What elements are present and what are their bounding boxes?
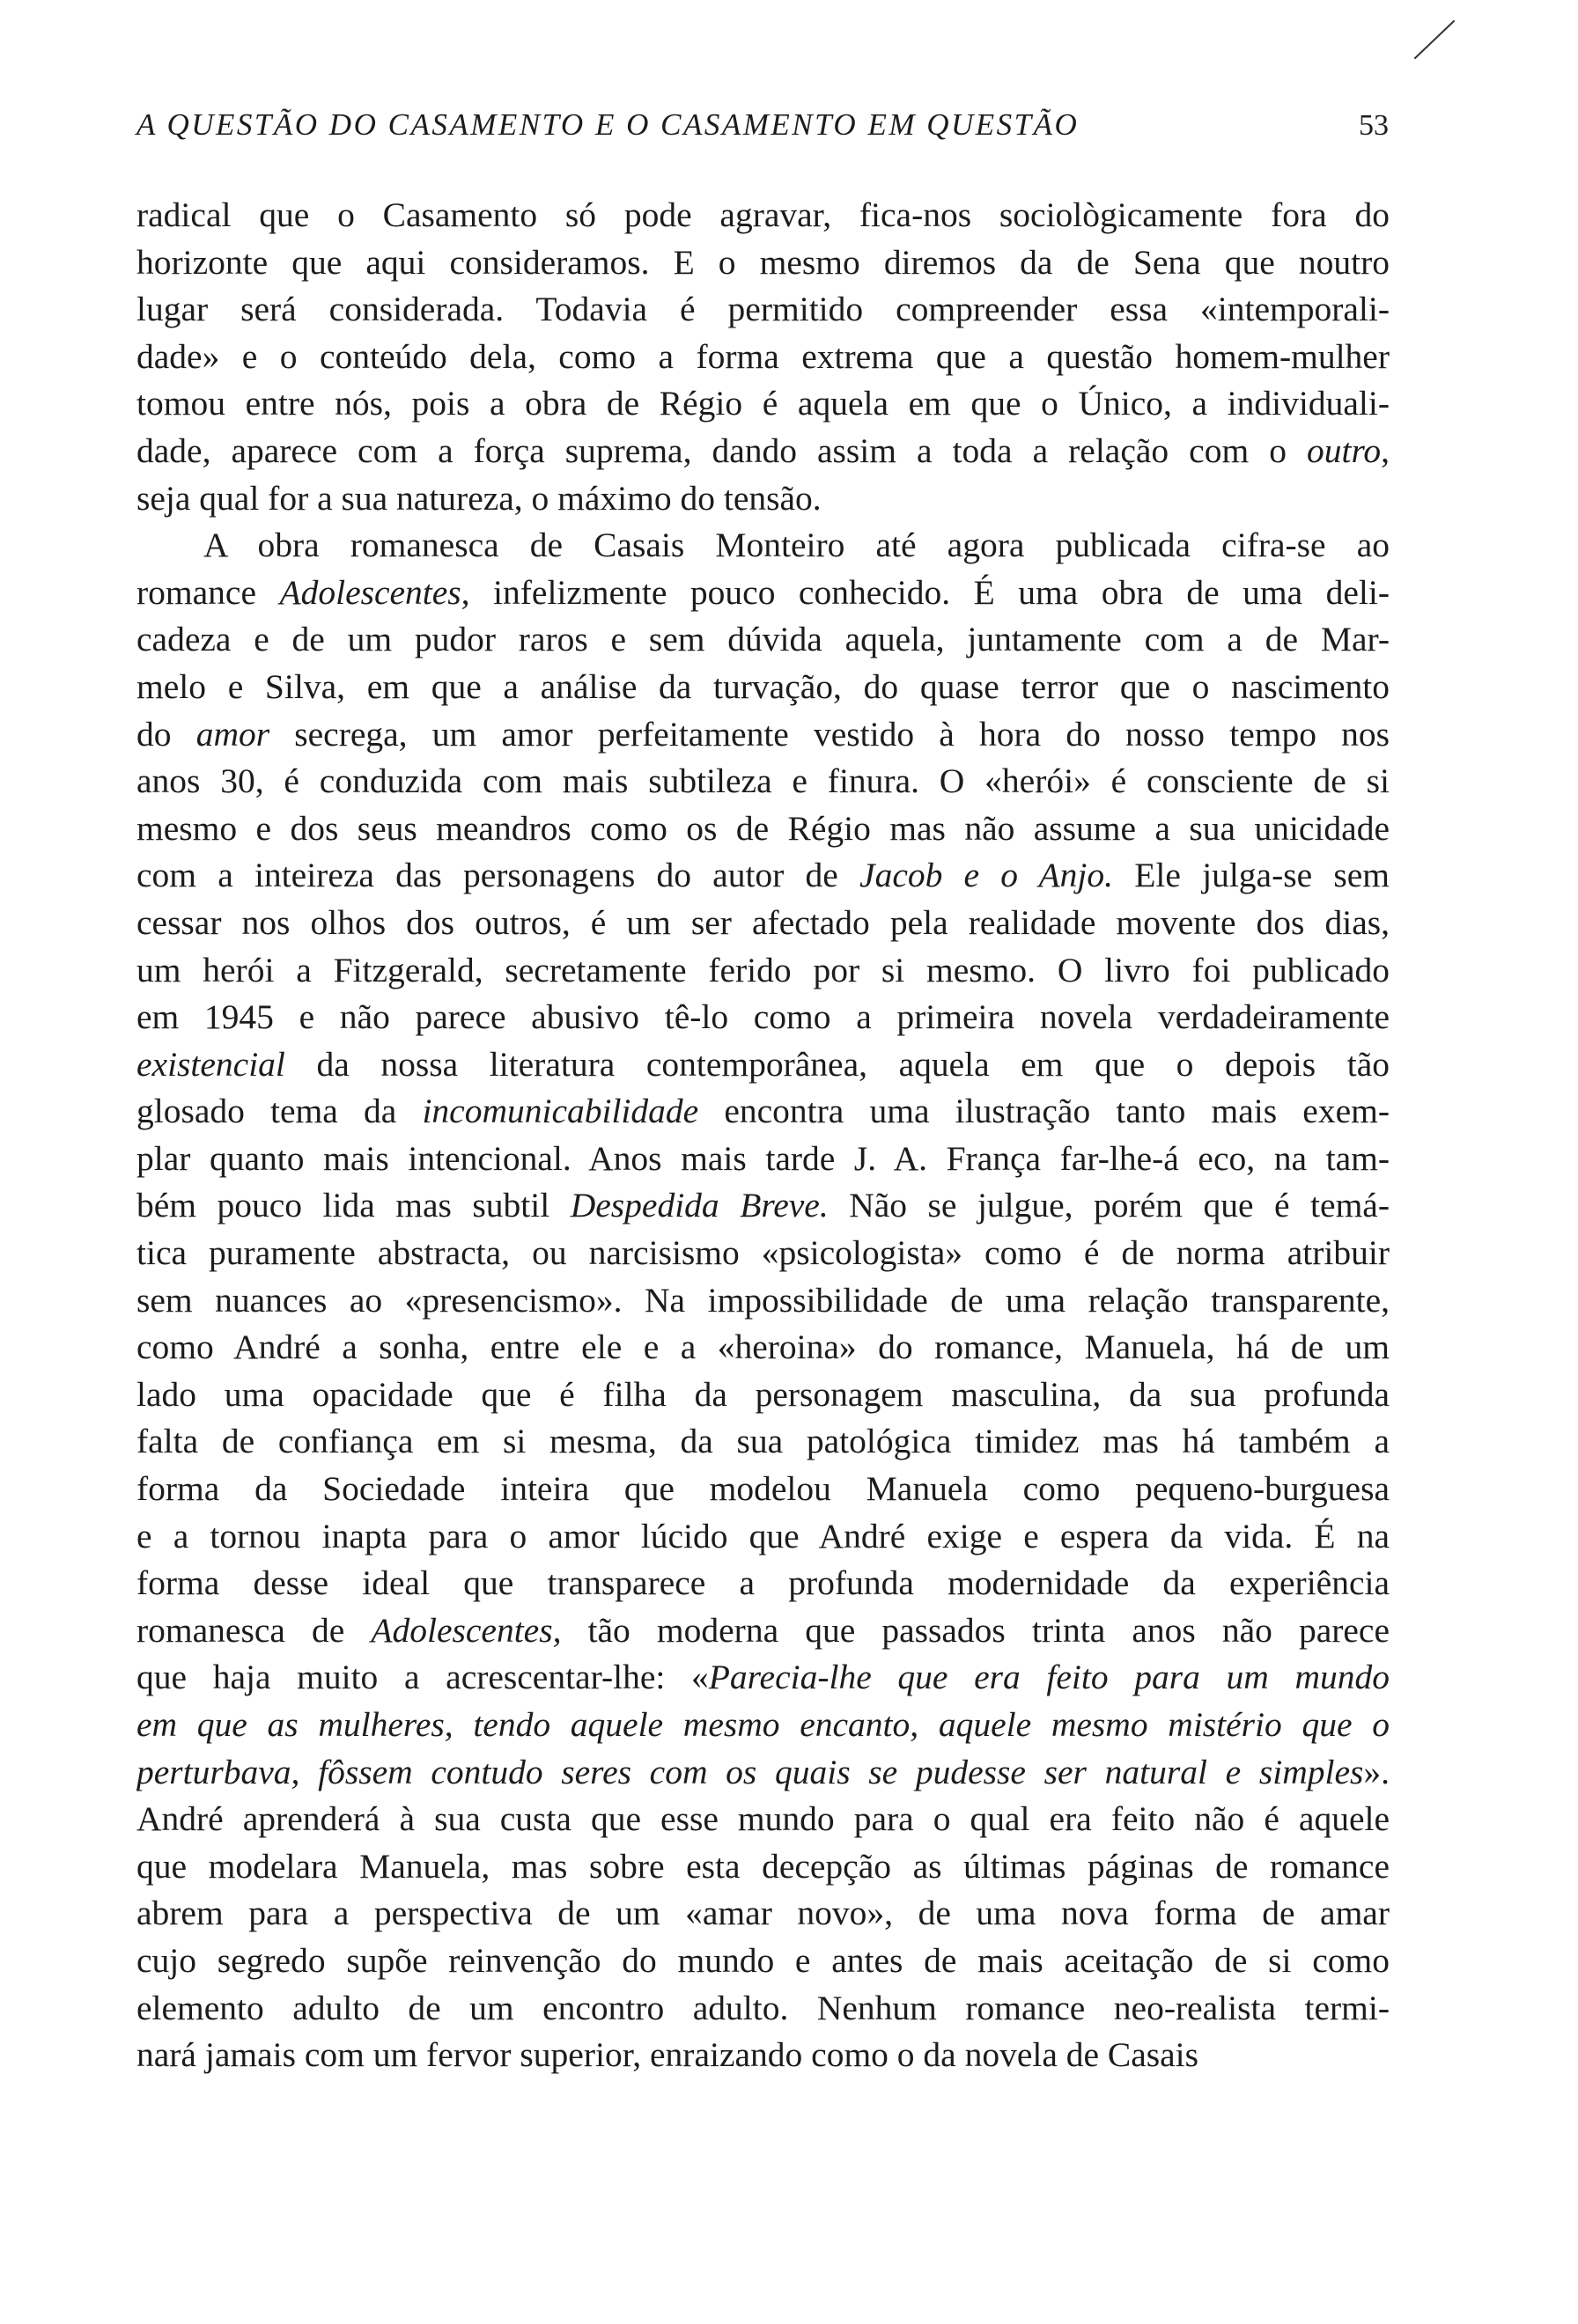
text-line (136, 1466, 1390, 1513)
text-run: cessar nos olhos dos outros, é um ser afectado pela realidade movente dos dias, (136, 902, 1390, 942)
text-line (136, 1890, 1390, 1938)
text-run: seja qual for a sua natureza, o máximo do tensão. (136, 478, 822, 518)
text-line (136, 1702, 1390, 1749)
text-run: do (136, 714, 196, 754)
text-run: falta de confiança em si mesma, da sua patológica timidez mas há também a (136, 1422, 1390, 1461)
text-run: como André a sonha, entre ele e a «heroina» do romance, Manuela, há de um (136, 1327, 1390, 1367)
italic-text: perturbava, fôssem contudo seres com os quais se pudesse ser natural e simples (136, 1752, 1364, 1791)
text-run: que modelara Manuela, mas sobre esta decepção as últimas páginas de romance (136, 1846, 1390, 1886)
text-line (136, 192, 1390, 239)
text-line (136, 1182, 1390, 1230)
text-run: mesmo e dos seus meandros como os de Régio mas não assume a sua unicidade (136, 808, 1390, 848)
text-run: anos 30, é conduzida com mais subtileza e finura. O «herói» é consciente de si (136, 761, 1390, 801)
text-line (136, 900, 1390, 947)
text-line (136, 1607, 1390, 1655)
italic-text: existencial (136, 1044, 285, 1084)
text-line (136, 570, 1390, 617)
text-line (136, 428, 1390, 475)
text-run: melo e Silva, em que a análise da turvação, do quase terror que o nascimento (136, 666, 1390, 706)
text-line (136, 1938, 1390, 1985)
text-run: infelizmente pouco conhecido. É uma obra de uma deli- (469, 572, 1390, 612)
text-line (136, 1418, 1390, 1466)
text-line (136, 1985, 1390, 2033)
text-line (136, 994, 1390, 1041)
text-line (136, 1749, 1390, 1797)
text-line (136, 711, 1390, 759)
text-line (136, 1372, 1390, 1419)
text-line (136, 1843, 1390, 1891)
text-run: encontra uma ilustração tanto mais exem- (698, 1092, 1390, 1131)
text-line (136, 947, 1390, 995)
text-run: lado uma opacidade que é filha da personagem masculina, da sua profunda (136, 1374, 1390, 1414)
text-line (136, 475, 1390, 523)
text-line (136, 1560, 1390, 1607)
text-run: forma desse ideal que transparece a profunda modernidade da experiência (136, 1563, 1390, 1603)
text-run: horizonte que aqui consideramos. E o mesmo diremos da de Sena que noutro (136, 242, 1390, 282)
text-run: tomou entre nós, pois a obra de Régio é aquela em que o Único, a individuali- (136, 384, 1390, 423)
italic-text: Adolescentes, (371, 1610, 562, 1650)
text-run: sem nuances ao «presencismo». Na impossibilidade de uma relação transparente, (136, 1280, 1390, 1320)
italic-text: Adolescentes, (279, 572, 470, 612)
text-run: lugar será considerada. Todavia é permitido compreender essa «intemporali- (136, 290, 1390, 329)
italic-text: em que as mulheres, tendo aquele mesmo encanto, aquele mesmo mistério que o (136, 1705, 1390, 1744)
text-run: tica puramente abstracta, ou narcisismo «psicologista» como é de norma atribuir (136, 1233, 1390, 1273)
text-run: cadeza e de um pudor raros e sem dúvida aquela, juntamente com a de Mar- (136, 620, 1390, 659)
running-header (136, 107, 1389, 153)
text-line (136, 2032, 1390, 2079)
running-title: A QUESTÃO DO CASAMENTO E O CASAMENTO EM QUESTÃO (136, 107, 1080, 142)
text-line (136, 239, 1390, 287)
italic-text: incomunicabilidade (422, 1092, 699, 1131)
text-run: radical que o Casamento só pode agravar, fica-nos sociològicamente fora do (136, 195, 1390, 234)
text-run: que haja muito a acrescentar-lhe: « (136, 1658, 709, 1697)
text-line (136, 1654, 1390, 1702)
text-run: da nossa literatura contemporânea, aquela em que o depois tão (284, 1044, 1390, 1084)
text-run: tão moderna que passados trinta anos não parece (561, 1610, 1390, 1650)
italic-text: Parecia-lhe que era feito para um mundo (708, 1658, 1390, 1697)
text-run: elemento adulto de um encontro adulto. Nenhum romance neo-realista termi- (136, 1988, 1390, 2027)
text-run: nará jamais com um fervor superior, enraizando como o da novela de Casais (136, 2035, 1199, 2075)
text-run: forma da Sociedade inteira que modelou Manuela como pequeno-burguesa (136, 1469, 1390, 1509)
italic-text: amor (195, 714, 270, 754)
text-run: cujo segredo supõe reinvenção do mundo e antes de mais aceitação de si como (136, 1940, 1390, 1980)
text-line (136, 522, 1390, 570)
text-run: A obra romanesca de Casais Monteiro até agora publicada cifra-se ao (203, 526, 1390, 565)
text-line (136, 1088, 1390, 1136)
text-run: romanesca de (136, 1610, 372, 1650)
text-line (136, 1230, 1390, 1277)
text-line (136, 852, 1390, 900)
text-run: dade, aparece com a força suprema, dando assim a toda a relação com o (136, 430, 1307, 470)
body-text (136, 192, 1390, 2079)
text-line (136, 1796, 1390, 1843)
italic-text: outro (1306, 430, 1382, 470)
text-line (136, 758, 1390, 805)
text-run: plar quanto mais intencional. Anos mais tarde J. A. França far-lhe-á eco, na tam- (136, 1138, 1390, 1178)
text-run: em 1945 e não parece abusivo tê-lo como a primeira novela verdadeiramente (136, 997, 1390, 1037)
text-line (136, 334, 1390, 381)
text-run: André aprenderá à sua custa que esse mundo para o qual era feito não é aquele (136, 1799, 1390, 1839)
text-line (136, 805, 1390, 853)
text-line (136, 1041, 1390, 1089)
text-run: Não se julgue, porém que é temá- (828, 1186, 1390, 1225)
text-run: secrega, um amor perfeitamente vestido à hora do nosso tempo nos (269, 714, 1390, 754)
text-run: , (1381, 430, 1390, 470)
text-run: romance (136, 572, 280, 612)
text-line (136, 1277, 1390, 1325)
text-run: abrem para a perspectiva de um «amar novo», de uma nova forma de amar (136, 1894, 1390, 1933)
text-run: bém pouco lida mas subtil (136, 1186, 571, 1225)
text-line (136, 286, 1390, 334)
page-number: 53 (1359, 109, 1389, 142)
italic-text: Jacob e o Anjo. (859, 856, 1114, 895)
pen-stroke-mark (1413, 19, 1456, 60)
text-line (136, 616, 1390, 664)
text-run: Ele julga-se sem (1113, 856, 1390, 895)
italic-text: Despedida Breve. (570, 1186, 829, 1225)
text-run: dade» e o conteúdo dela, como a forma extrema que a questão homem-mulher (136, 336, 1390, 376)
text-run: e a tornou inapta para o amor lúcido que André exige e espera da vida. É na (136, 1516, 1390, 1555)
text-line (136, 1513, 1390, 1561)
text-line (136, 380, 1390, 428)
text-line (136, 1324, 1390, 1372)
text-run: ». (1363, 1752, 1390, 1791)
text-run: glosado tema da (136, 1092, 423, 1131)
text-run: um herói a Fitzgerald, secretamente ferido por si mesmo. O livro foi publicado (136, 950, 1390, 989)
text-line (136, 1136, 1390, 1183)
text-run: com a inteireza das personagens do autor de (136, 856, 860, 895)
text-line (136, 664, 1390, 711)
